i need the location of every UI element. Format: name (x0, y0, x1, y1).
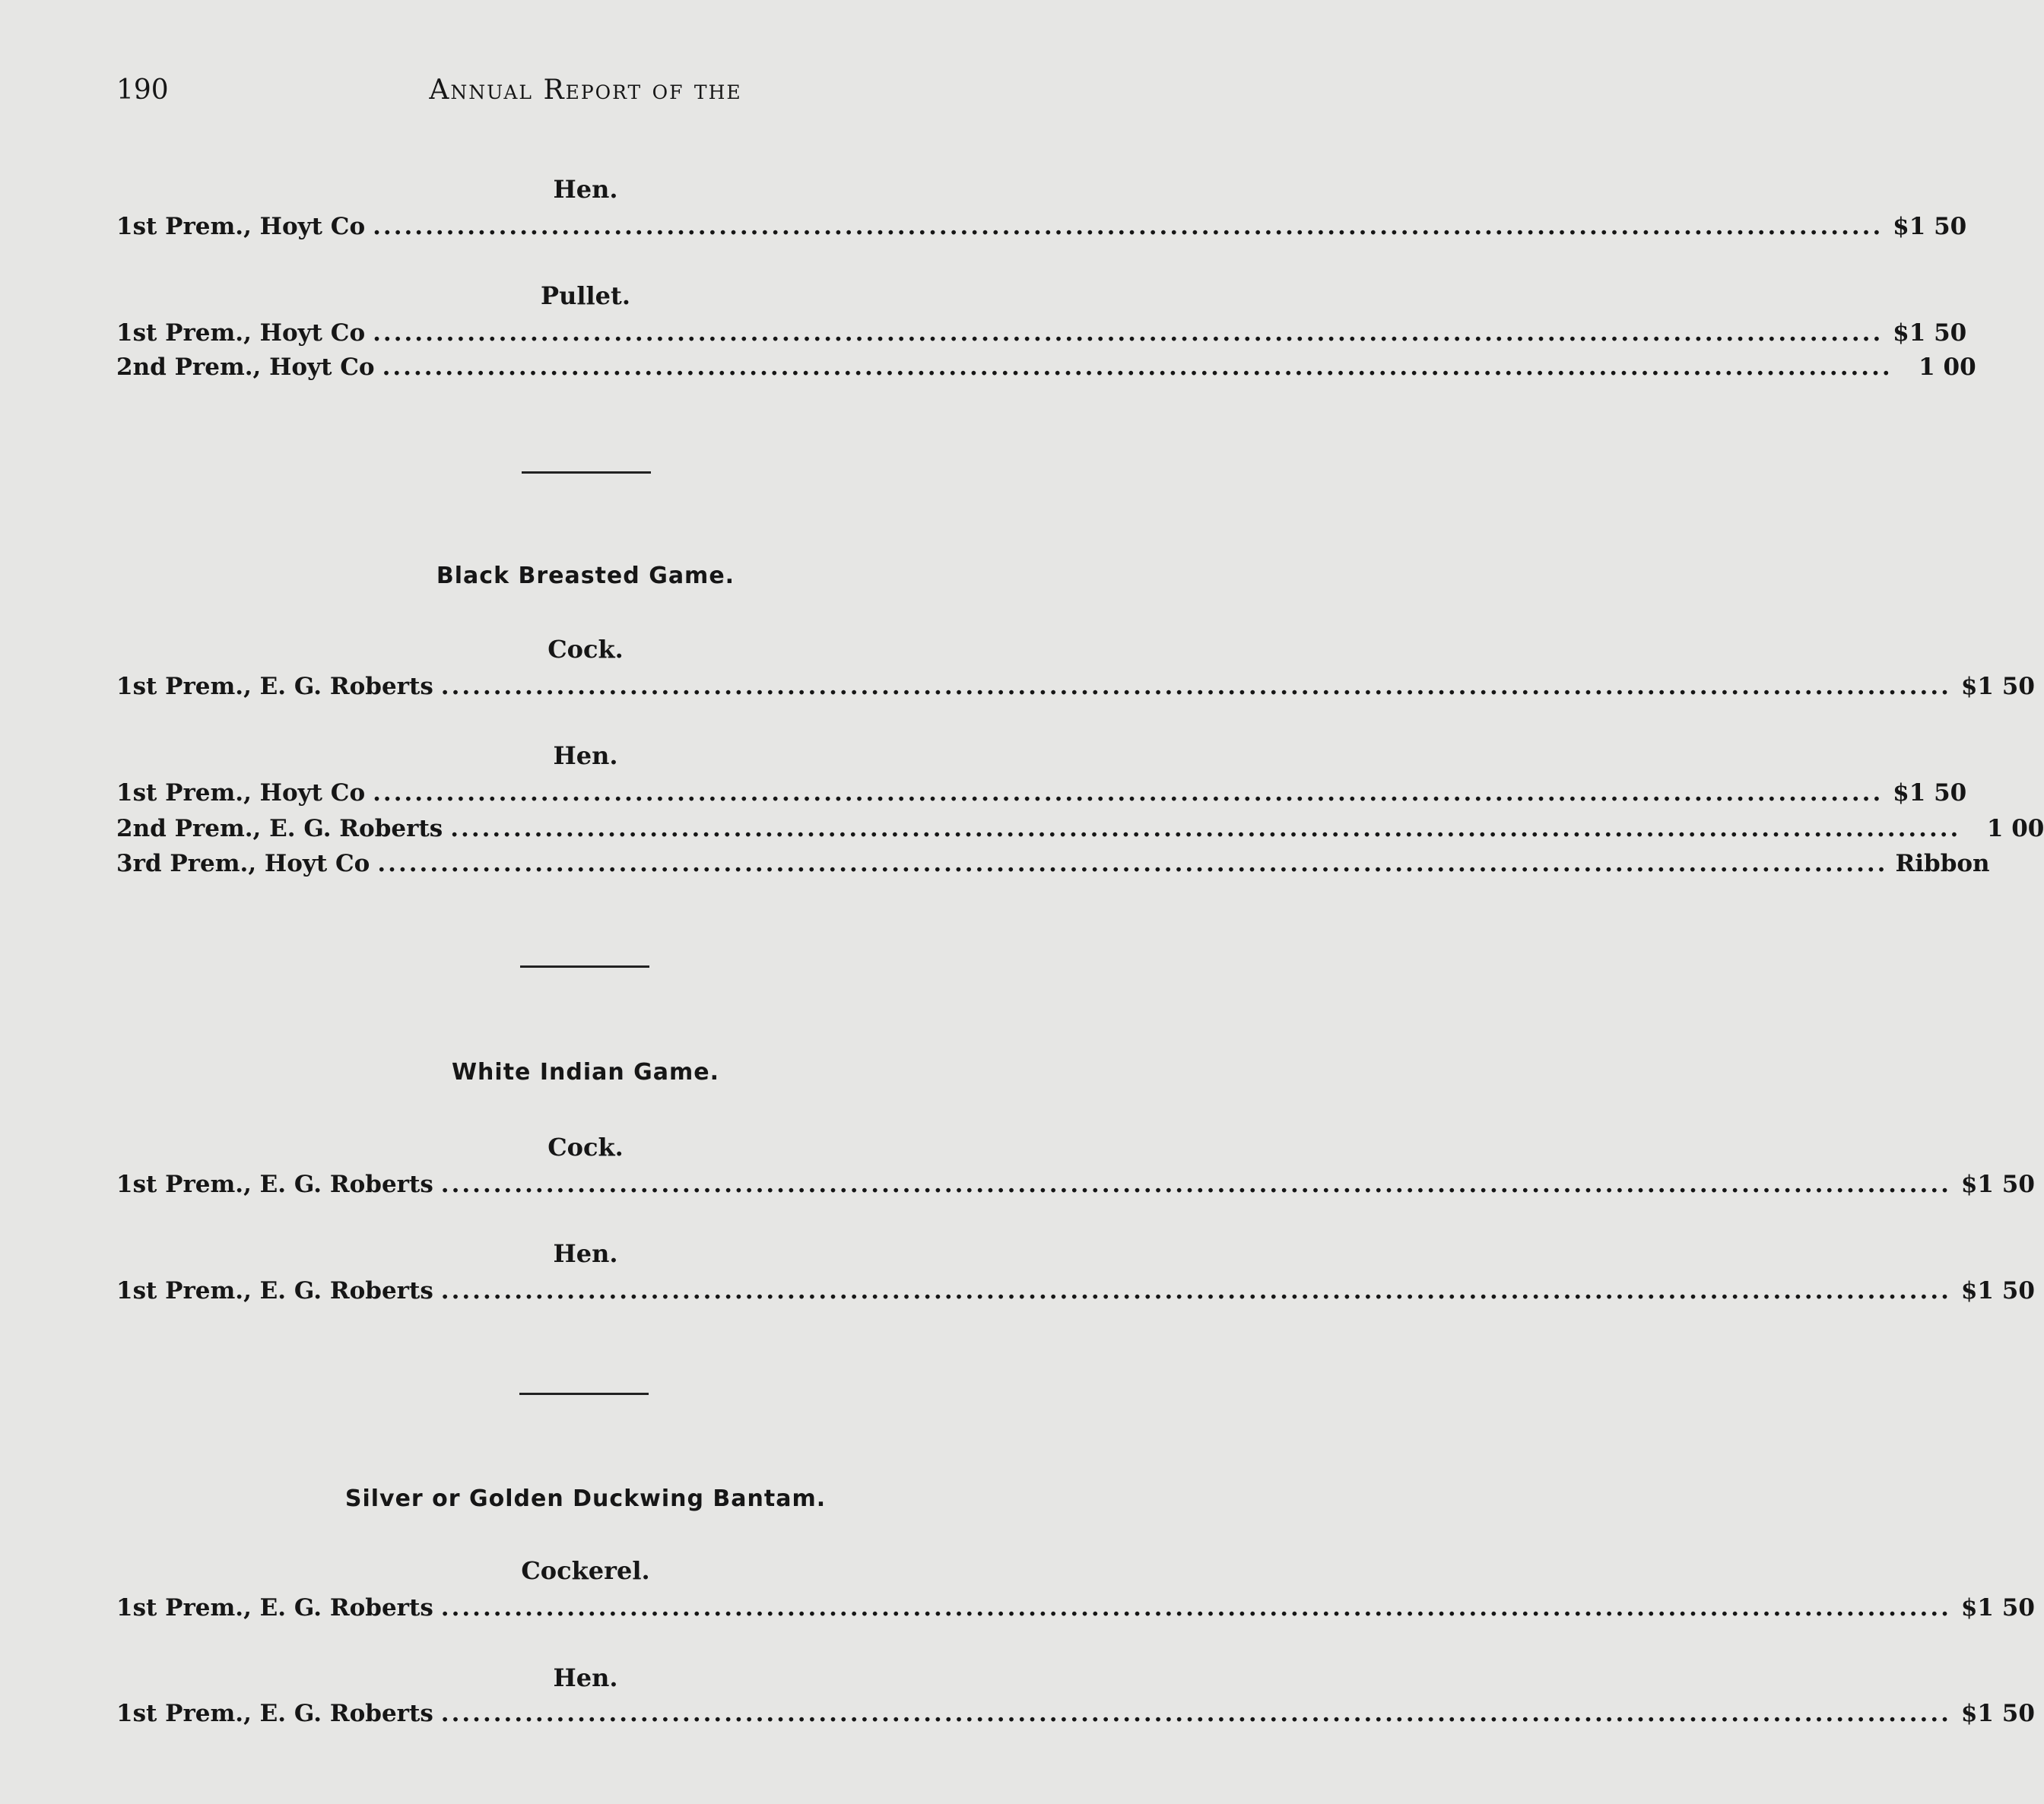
section-divider (520, 965, 649, 968)
premium-label: 1st Prem., Hoyt Co (116, 779, 366, 807)
page-number: 190 (116, 75, 169, 106)
class-heading: Cock. (548, 635, 624, 664)
dot-leader: ................................................................................................................................................ (440, 1700, 1951, 1727)
dot-leader: ................................................................................................................................................ (440, 1171, 1951, 1198)
class-heading: Cockerel. (521, 1556, 650, 1585)
premium-entry (116, 779, 1967, 807)
premium-entry (116, 1277, 2035, 1305)
page-header (0, 75, 1171, 113)
class-heading: Cock. (548, 1133, 624, 1162)
premium-entry (116, 213, 1967, 240)
premium-label: 1st Prem., E. G. Roberts (116, 1171, 433, 1198)
premium-amount: $1 50 (1960, 1277, 2035, 1305)
premium-entry (116, 673, 2035, 700)
premium-label: 2nd Prem., E. G. Roberts (116, 815, 443, 842)
premium-label: 1st Prem., Hoyt Co (116, 319, 366, 347)
premium-entry (116, 1594, 2035, 1622)
premium-entry (116, 850, 1990, 877)
running-title: Annual Report of the (429, 75, 742, 106)
premium-label: 3rd Prem., Hoyt Co (116, 850, 370, 877)
premium-amount: $1 50 (1960, 1594, 2035, 1622)
premium-amount: Ribbon (1895, 850, 1990, 877)
class-heading: Hen. (553, 175, 618, 204)
dot-leader: ................................................................................................................................................ (373, 779, 1884, 807)
premium-amount: $1 50 (1893, 319, 1967, 347)
premium-entry (116, 1171, 2035, 1198)
premium-entry (116, 815, 2044, 842)
class-heading: Pullet. (541, 281, 630, 310)
premium-label: 1st Prem., E. G. Roberts (116, 1277, 433, 1305)
premium-entry (116, 1700, 2035, 1727)
premium-label: 1st Prem., E. G. Roberts (116, 673, 433, 700)
premium-entry (116, 319, 1967, 347)
dot-leader: ................................................................................................................................................ (450, 815, 1961, 842)
premium-amount: $1 50 (1960, 673, 2035, 700)
premium-label: 1st Prem., Hoyt Co (116, 213, 366, 240)
dot-leader: ................................................................................................................................................ (440, 1594, 1951, 1622)
premium-label: 1st Prem., E. G. Roberts (116, 1700, 433, 1727)
premium-amount: $1 50 (1960, 1171, 2035, 1198)
class-heading: Hen. (553, 741, 618, 770)
dot-leader: ................................................................................................................................................ (377, 850, 1888, 877)
dot-leader: ................................................................................................................................................ (382, 354, 1893, 381)
dot-leader: ................................................................................................................................................ (440, 673, 1951, 700)
premium-amount: $1 50 (1893, 779, 1967, 807)
premium-amount: $1 50 (1893, 213, 1967, 240)
breed-heading: Silver or Golden Duckwing Bantam. (344, 1485, 827, 1512)
premium-label: 1st Prem., E. G. Roberts (116, 1594, 433, 1622)
dot-leader: ................................................................................................................................................ (373, 319, 1884, 347)
premium-amount: 1 00 (1919, 354, 1976, 381)
premium-amount: $1 50 (1960, 1700, 2035, 1727)
premium-entry (116, 354, 1976, 381)
class-heading: Hen. (553, 1663, 618, 1692)
premium-amount: 1 00 (1986, 815, 2044, 842)
dot-leader: ................................................................................................................................................ (440, 1277, 1951, 1305)
section-divider (522, 471, 651, 474)
section-divider (519, 1393, 649, 1395)
premium-label: 2nd Prem., Hoyt Co (116, 354, 375, 381)
breed-heading: Black Breasted Game. (436, 563, 735, 589)
dot-leader: ................................................................................................................................................ (373, 213, 1884, 240)
class-heading: Hen. (553, 1239, 618, 1268)
breed-heading: White Indian Game. (451, 1059, 720, 1086)
